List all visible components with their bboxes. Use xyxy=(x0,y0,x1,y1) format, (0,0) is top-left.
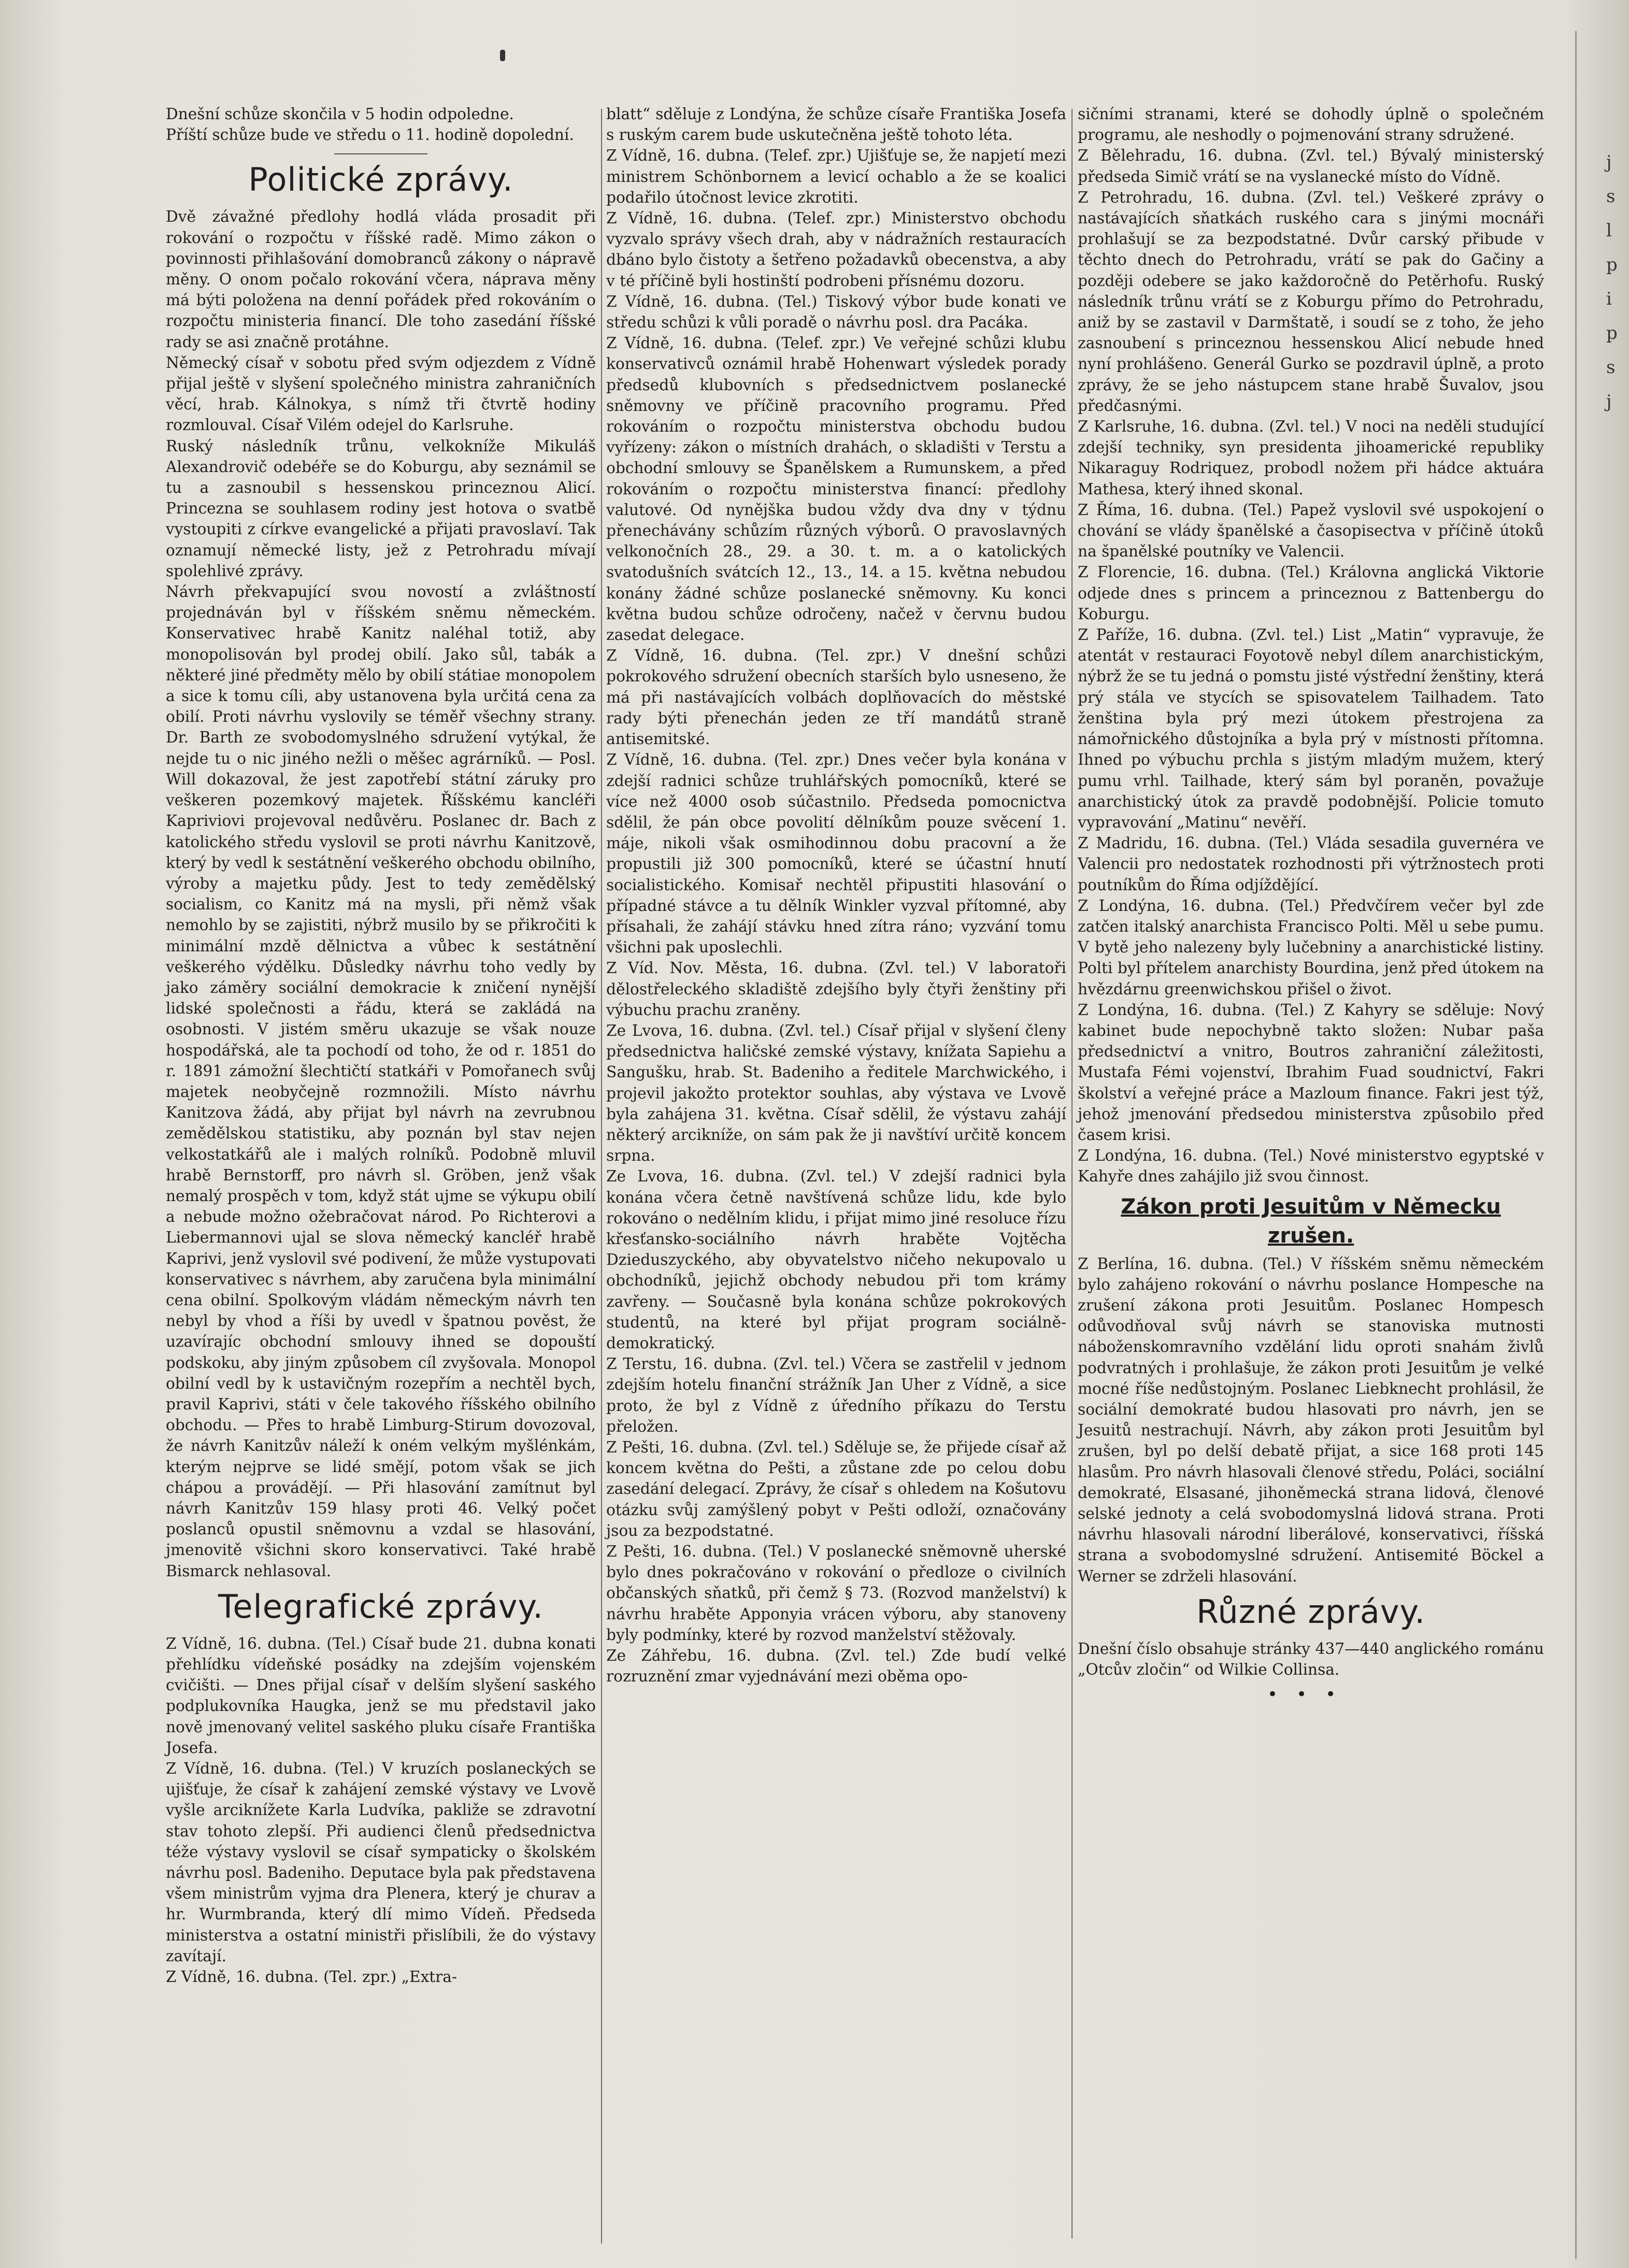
article: Návrh překvapující svou novostí a zvláštností projednáván byl v říšském sněmu německém. Konservativec hrabě Kanitz naléhal totiž, aby monopolisován byl prodej obilí. Jako sůl, tabák a některé jiné předměty mělo by obilí státiae monopolem a sice k tomu cíli, aby ustanovena byla určitá cena za obilí. Proti návrhu vyslovily se téměř všechny strany. Dr. Barth ze svobodomyslného sdružení vytýkal, že nejde tu o nic jiného nežli o měšec agrárníků. — Posl. Will dokazoval, že jest zapotřebí státní záruky pro veškeren pozemkový majetek. Říšskému kancléři Kapriviovi projevoval nedůvěru. Poslanec dr. Bach z katolického středu vyslovil se proti návrhu Kanitzově, který by vedl k sestátnění veškerého obchodu obilního, výroby a majetku půdy. Jest to tedy zemědělský socialism, co Kanitz má na mysli, při němž však nemohlo by se zajistiti, nýbrž musilo by se přikročiti k minimální mzdě dělnictva a vůbec k sestátnění veškerého výdělku. Důsledky návrhu toho vedly by jako záměry sociální demokracie k zničení nynější lidské společnosti a řádu, která se zakládá na osobnosti. V jistém směru ukazuje se však nouze hospodářská, ale ta pochodí od toho, že od r. 1851 do r. 1891 zámožní šlechtičtí statkáři v Pomořanech svůj majetek neobyčejně rozmnožili. Místo návrhu Kanitzova žádá, aby přijat byl návrh na zevrubnou zemědělskou statistiku, aby poznán byl stav nejen velkostatkářů ale i malých rolníků. Podobně mluvil hrabě Bernstorff, pro návrh sl. Gröben, jenž však nemalý prospěch v tom, když stát ujme se výkupu obilí a nebude možno ožebračovat národ. Po Richterovi a Liebermannovi ujal se slova německý kancléř hrabě Kaprivi, jenž vyslovil své podivení, že může vystupovati konservativec s návrhem, aby zaručena byla minimální cena obilní. Spolkovým vládám německým návrh ten nebyl by vhod a říši by uvedl v špatnou pověst, že uzavírajíc obchodní smlouvy ihned se dopouští podskoku, aby jiným způsobem cíl zvyšovala. Monopol obilní vedl by k ustavičným rozepřím a nechtěl bych, pravil Kaprivi, státi v čele takového říšského obilního obchodu. — Přes to hrabě Limburg-Stirum dovozoval, že návrh Kanitzův náleží k oném velkým myšlénkám, kterým nejprve se lidé smějí, potom však se jich chápou a provádějí. — Při hlasování zamítnut byl návrh Kanitzův 159 hlasy proti 46. Velký počet poslanců opustil sněmovnu a vzdal se hlasování, jmenovitě všichni skoro konservativci. Také hrabě Bismarck nehlasoval. xyxy=(166,583,596,1580)
margin-letter: s xyxy=(1606,357,1616,378)
article: blatt“ sděluje z Londýna, že schůze císaře Františka Josefa s ruským carem bude uskutečněna ještě tohoto léta. xyxy=(606,105,1066,144)
page-fold-line xyxy=(1575,31,1577,2259)
article: Ze Lvova, 16. dubna. (Zvl. tel.) Císař přijal v slyšení členy předsednictva haličské zemské výstavy, knížata Sapiehu a Sangušku, hrab. St. Badeniho a ředitele Marchwického, i projevil jakožto protektor souhlas, aby výstava ve Lvově byla zahájena 31. května. Císař sdělil, že výstavu zahájí některý arcikníže, on sám pak že ji navštíví určitě koncem srpna. xyxy=(606,1021,1066,1165)
margin-letter: j xyxy=(1606,391,1612,412)
article: Německý císař v sobotu před svým odjezdem z Vídně přijal ještě v slyšení společného ministra zahraničních věcí, hrab. Kálnokya, s nímž tři čtvrtě hodiny rozmlouval. Císař Vilém odejel do Karlsruhe. xyxy=(166,353,596,434)
column-separator xyxy=(1071,109,1073,2238)
session-end-note: Dnešní schůze skončila v 5 hodin odpoledne. xyxy=(166,105,514,123)
article: Z Karlsruhe, 16. dubna. (Zvl. tel.) V noci na neděli studující zdejší techniky, syn presidenta jihoamerické republiky Nikaraguy Rodriquez, probodl nožem při hádce aktuára Mathesa, který ihned skonal. xyxy=(1078,418,1544,498)
column-1 xyxy=(166,104,596,1987)
article: Z Vídně, 16. dubna. (Tel.) Tiskový výbor bude konati ve středu schůzi k vůli poradě o návrhu posl. dra Pacáka. xyxy=(606,292,1066,332)
article: Z Berlína, 16. dubna. (Tel.) V říšském sněmu německém bylo zahájeno rokování o návrhu poslance Hompesche na zrušení zákona proti Jesuitům. Poslanec Hompesch odůvodňoval svůj návrh se stanoviska mutnosti náboženskomravního vzdělání lidu oproti snahám živlů podvratných i prohlašuje, že zákon proti Jesuitům je velké mocné říše nedůstojným. Poslanec Liebknecht prohlásil, že sociální demokraté budou hlasovati pro návrh, jen se Jesuitů nestrachují. Návrh, aby zákon proti Jesuitům byl zrušen, byl po delší debatě přijat, a sice 168 proti 145 hlasům. Pro návrh hlasovali členové středu, Poláci, sociální demokraté, Elsasané, jihoněmecká strana lidová, členové selské jednoty a celá svobodomyslná lidová strana. Proti návrhu hlasovali národní liberálové, konservativci, říšská strana a svobodomyslné sdružení. Antisemité Böckel a Werner se zdrželi hlasování. xyxy=(1078,1254,1544,1585)
article: Ze Lvova, 16. dubna. (Zvl. tel.) V zdejší radnici byla konána včera četně navštívená schůze lidu, kde bylo rokováno o nedělním klidu, i přijat mimo jiné resoluce řízu křesťansko-sociálního návrh hraběte Vojtěcha Dzieduszyckého, aby obyvatelstvo ničeho nekupovalo u obchodníků, jejichž obchody nebudou při tom krámy zavřeny. — Současně byla konána schůze pokrokových studentů, na které byl přijat program sociálně-demokratický. xyxy=(606,1167,1066,1352)
article: Z Vídně, 16. dubna. (Tel. zpr.) „Extra- xyxy=(166,1968,457,1986)
article: Z Pešti, 16. dubna. (Zvl. tel.) Sděluje se, že přijede císař až koncem května do Pešti, a zůstane zde po celou dobu zasedání delegací. Zprávy, že císař s ohledem na Košutovu otázku svůj zamýšlený pobyt v Pešti odloží, označovány jsou za bezpodstatné. xyxy=(606,1438,1066,1539)
section-heading-politicke: Politické zprávy. xyxy=(248,161,513,199)
article: Ze Záhřebu, 16. dubna. (Zvl. tel.) Zde budí velké rozruznění zmar vyjednávání mezi oběma opo- xyxy=(606,1647,1066,1686)
margin-letter: s xyxy=(1606,186,1616,207)
article: Z Pešti, 16. dubna. (Tel.) V poslanecké sněmovně uherské bylo dnes pokračováno v rokování o předloze o civilních občanských sňatků, při čemž § 73. (Rozvod manželství) k návrhu hraběte Apponyia vrácen výboru, aby stanoveny byly podmínky, které by rozvod manželství stěžovaly. xyxy=(606,1543,1066,1644)
article: Z Londýna, 16. dubna. (Tel.) Z Kahyry se sděluje: Nový kabinet bude nepochybně takto složen: Nubar paša předsednictví a vnitro, Boutros zahraniční záležitosti, Mustafa Fémi vojenství, Ibrahim Fuad soudnictví, Fakri školství a veřejné práce a Mazloum finance. Fakri jest týž, jehož jmenování předsedou ministerstva způsobilo před časem krisi. xyxy=(1078,1001,1544,1144)
article: Z Terstu, 16. dubna. (Zvl. tel.) Včera se zastřelil v jednom zdejším hotelu finanční strážník Jan Uher z Vídně, a sice proto, že byl z Vídně z úředního příkazu do Terstu přeložen. xyxy=(606,1355,1066,1435)
article: Z Petrohradu, 16. dubna. (Zvl. tel.) Veškeré zprávy o nastávajících sňatkách ruského cara s jinými mocnáři prohlašují se za bezpodstatné. Dvůr carský přibude v těchto dnech do Petrohradu, vrátí se pak do Gačiny a později odebere se jako každoročně do Petěrhofu. Ruský následník trůnu vrátí se z Koburgu přímo do Petrohradu, aniž by se zastavil v Darmštatě, i soudí se z toho, že jeho zasnoubení s princeznou hessenskou Alicí nebude hned nyní prohlášeno. Generál Gurko se pozdravil úplně, a proto zprávy, že se jeho nástupcem stane hrabě Šuvalov, jsou předčasnými. xyxy=(1078,188,1544,415)
article: Dvě závažné předlohy hodlá vláda prosadit při rokování o rozpočtu v říšské radě. Mimo zákon o povinnosti přihlašování domobranců zákony o nápravě měny. O onom počalo rokování včera, náprava měny má býti položena na denní pořádek před rokováním o rozpočtu ministeria financí. Dle toho zasedání říšské rady se asi značně protáhne. xyxy=(166,208,596,351)
column-2 xyxy=(606,104,1066,1687)
article: Dnešní číslo obsahuje stránky 437—440 anglického románu „Otcův zločin“ od Wilkie Collinsa. xyxy=(1078,1639,1544,1679)
section-heading-telegraficke: Telegrafické zprávy. xyxy=(218,1587,544,1625)
section-heading-ruzne: Různé zprávy. xyxy=(1196,1592,1425,1631)
article: Z Vídně, 16. dubna. (Telef. zpr.) Ministerstvo obchodu vyzvalo správy všech drah, aby v nádražních restauracích dbáno bylo čistoty a šetřeno požadavků obecenstva, a aby v té příčině byli hostinští podrobeni přísnému dozoru. xyxy=(606,209,1066,290)
divider xyxy=(334,153,427,154)
article: Ruský následník trůnu, velkokníže Mikuláš Alexandrovič odebéře se do Koburgu, aby seznámil se tu a zasnoubil s hessenskou princeznou Alicí. Princezna se souhlasem rodiny jest hotova o svatbě vystoupiti z církve evangelické a přijati pravoslaví. Tak oznamují německé listy, jež z Petrohradu mívají spolehlivé zprávy. xyxy=(166,437,596,580)
article: Z Víd. Nov. Města, 16. dubna. (Zvl. tel.) V laboratoři dělostřeleckého skladiště zdejšího byly čtyři ženštiny při výbuchu prachu zraněny. xyxy=(606,959,1066,1019)
article: Z Vídně, 16. dubna. (Telef. zpr.) Ve veřejné schůzi klubu konservativců oznámil hrabě Hohenwart výsledek porady předsedů klubovních s předsednictvem poslanecké sněmovny ve příčině pracovního programu. Před rokováním o rozpočtu ministerstva obchodu budou vyřízeny: zákon o místních drahách, o skladišti v Terstu a obchodní smlouvy se Španělskem a Rumunskem, a před rokováním o rozpočtu ministerstva financí: předlohy valutové. Od nynějška budou vždy dva dny v týdnu přenechávány schůzím různých výborů. O pravoslavných velkonočních 28., 29. a 30. t. m. a o katolických svatodušních svátcích 12., 13., 14. a 15. května nebudou konány žádné schůze poslanecké sněmovny. Ku konci května budou schůze odročeny, načež v červnu budou zasedat delegace. xyxy=(606,334,1066,644)
margin-letter: i xyxy=(1606,289,1612,309)
margin-letter: j xyxy=(1606,152,1612,173)
article: Z Vídně, 16. dubna. (Tel.) Císař bude 21. dubna konati přehlídku vídeňské posádky na zdejším vojenském cvičišti. — Dnes přijal císař v delším slyšení saského podplukovníka Haugka, jenž se mu představil jako nově jmenovaný velitel saského pluku císaře Františka Josefa. xyxy=(166,1634,596,1757)
adjacent-page-edge xyxy=(1606,145,1627,419)
next-session-note: Příští schůze bude ve středu o 11. hodině dopolední. xyxy=(166,126,574,144)
page-mark xyxy=(500,50,505,61)
article: Z Vídně, 16. dubna. (Telef. zpr.) Ujišťuje se, že napjetí mezi ministrem Schönbornem a levicí ochablo a že se koalici podařilo útočnost levice zkrotiti. xyxy=(606,147,1066,206)
article: Z Madridu, 16. dubna. (Tel.) Vláda sesadila guvernéra ve Valencii pro nedostatek rozhodnosti při výtržnostech proti poutníkům do Říma odjíždějící. xyxy=(1078,834,1544,894)
section-heading-jesuite: Zákon proti Jesuitům v Německu zrušen. xyxy=(1121,1194,1501,1248)
article: Z Paříže, 16. dubna. (Zvl. tel.) List „Matin“ vypravuje, že atentát v restauraci Foyotově nebyl dílem anarchistickým, nýbrž že se tu jedná o pomstu jisté výstřední ženštiny, která prý stála ve stycích se spisovatelem Tailhadem. Tato ženština byla prý mezi útokem přestrojena za námořnického důstojníka a byla prý v místnosti přítomna. Ihned po výbuchu prchla s jistým mladým mužem, který pumu vrhl. Tailhade, který sám byl poraněn, považuje anarchistický útok za pravdě podobnější. Policie tomuto vypravování „Matinu“ nevěří. xyxy=(1078,626,1544,831)
article: Z Říma, 16. dubna. (Tel.) Papež vyslovil své uspokojení o chování se vlády španělské a časopisectva v příčině útoků na španělské poutníky ve Valencii. xyxy=(1078,501,1544,561)
article: Z Londýna, 16. dubna. (Tel.) Předvčírem večer byl zde zatčen italský anarchista Francisco Polti. Měl u sebe pumu. V bytě jeho nalezeny byly lučebniny a anarchistické listiny. Polti byl přítelem anarchisty Bourdina, jenž před útokem na hvězdárnu greenwichskou přišel o život. xyxy=(1078,896,1544,998)
column-separator xyxy=(601,109,602,2244)
article: Z Vídně, 16. dubna. (Tel. zpr.) Dnes večer byla konána v zdejší radnici schůze truhlářských pomocníků, které se více než 4000 osob súčastnilo. Předseda pomocnictva sdělil, že pán obce povolití dělníkům pouze svěcení 1. máje, nikoli však osmihodinnou dobu pracovní a že propustili již 300 pomocníků, které se účastní hnutí socialistického. Komisař nechtěl připustiti hlasování o případné stávce a tu dělník Winkler vyzval přítomné, aby přísahali, že zahájí stávku hned zítra ráno; vyzvání tomu všichni pak uposlechli. xyxy=(606,751,1066,957)
margin-letter: p xyxy=(1606,254,1618,275)
article: Z Vídně, 16. dubna. (Tel. zpr.) V dnešní schůzi pokrokového sdružení obecních starších bylo usneseno, že má při nastávajících volbách doplňovacích do městské rady býti přenechán jeden ze tří mandátů straně antisemitské. xyxy=(606,647,1066,748)
column-3 xyxy=(1078,104,1544,1705)
article: Z Vídně, 16. dubna. (Tel.) V kruzích poslaneckých se ujišťuje, že císař k zahájení zemské výstavy ve Lvově vyšle arciknížete Karla Ludvíka, pakliže se zdravotní stav tohoto zlepší. Při audienci členů předsednictva téže výstavy vyslovil se císař sympaticky o školském návrhu posl. Badeniho. Deputace byla pak představena všem ministrům vyjma dra Plenera, který je churav a hr. Wurmbranda, který dlí mimo Vídeň. Předseda ministerstva a ostatní ministři přislíbili, že do výstavy zavítají. xyxy=(166,1760,596,1965)
margin-letter: l xyxy=(1606,220,1612,241)
article: sičními stranami, které se dohodly úplně o společném programu, ale neshodly o pojmenování strany sdružené. xyxy=(1078,105,1544,144)
ornament: ••• xyxy=(1267,1684,1355,1705)
article: Z Bělehradu, 16. dubna. (Zvl. tel.) Bývalý ministerský předseda Simič vrátí se na vyslanecké místo do Vídně. xyxy=(1078,147,1544,186)
article: Z Londýna, 16. dubna. (Tel.) Nové ministerstvo egyptské v Kahyře dnes zahájilo již svou činnost. xyxy=(1078,1147,1544,1186)
margin-letter: p xyxy=(1606,323,1618,344)
article: Z Florencie, 16. dubna. (Tel.) Královna anglická Viktorie odjede dnes s princem a princeznou z Battenbergu do Koburgu. xyxy=(1078,563,1544,623)
